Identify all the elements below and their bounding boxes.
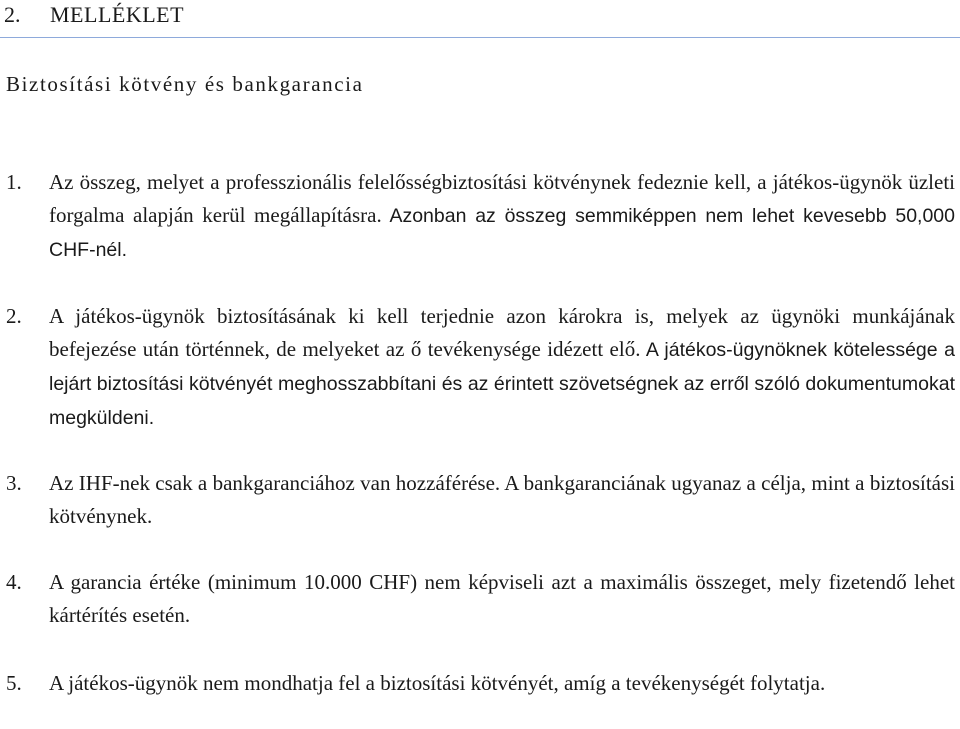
list-item-number: 1. xyxy=(6,170,22,194)
list-item-text xyxy=(49,300,955,435)
section-heading xyxy=(0,0,960,38)
section-title: MELLÉKLET xyxy=(50,2,185,27)
list-item-number: 3. xyxy=(6,471,22,495)
list-item-text xyxy=(49,166,955,267)
heading-underline xyxy=(0,37,960,38)
section-number: 2. xyxy=(4,2,21,27)
document-subtitle: Biztosítási kötvény és bankgarancia xyxy=(6,72,364,96)
list-item-text-part-serif: Az összeg, melyet a professzionális felelősségbiztosítási kötvénynek fedeznie kell, a játékos-ügynök üzleti forgalma alapján kerül megállapításra. xyxy=(49,170,955,227)
list-item-number: 5. xyxy=(6,671,22,695)
list-item-text-part-serif: A játékos-ügynök biztosításának ki kell terjednie azon károkra is, melyek az ügynöki munkájának befejezése után történnek, de melyeket az ő tevékenysége idézett elő. xyxy=(49,304,955,361)
list-item-text-part-sans: A játékos-ügynöknek kötelessége a lejárt biztosítási kötvényét meghosszabbítani és az érintett szövetségnek az erről szóló dokumentumokat megküldeni. xyxy=(49,339,956,429)
list-item-text: A garancia értéke (minimum 10.000 CHF) nem képviseli azt a maximális összeget, mely fizetendő lehet kártérítés esetén. xyxy=(49,570,955,627)
list-item-text: A játékos-ügynök nem mondhatja fel a biztosítási kötvényét, amíg a tevékenységét folytatja. xyxy=(49,671,826,695)
list-item-number: 4. xyxy=(6,570,22,594)
list-item-number: 2. xyxy=(6,304,22,328)
list-item-text: Az IHF-nek csak a bankgaranciához van hozzáférése. A bankgaranciának ugyanaz a célja, mint a biztosítási kötvénynek. xyxy=(49,471,955,528)
list-item-text-part-sans: Azonban az összeg semmiképpen nem lehet kevesebb 50,000 CHF-nél. xyxy=(49,205,955,261)
